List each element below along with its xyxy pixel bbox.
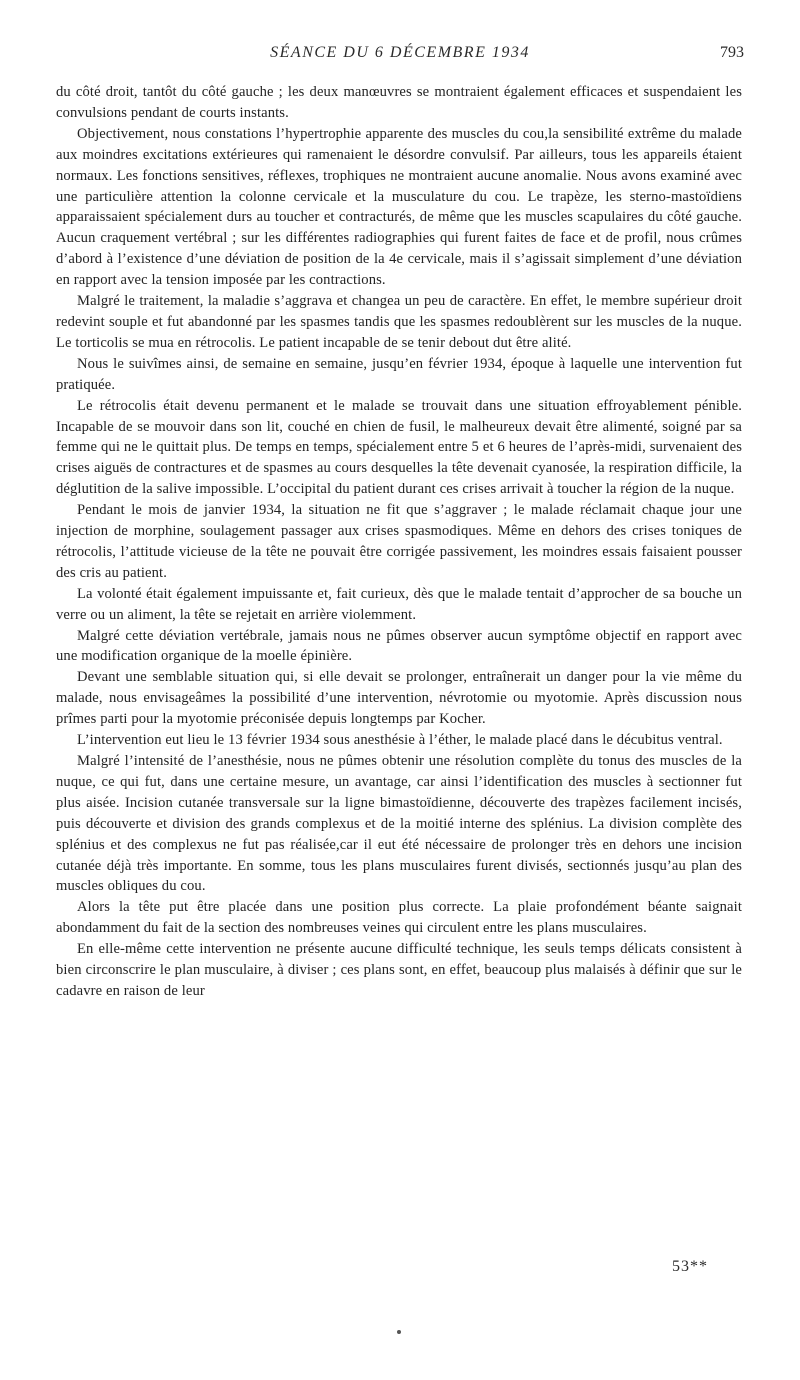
ink-speck (397, 1330, 401, 1334)
paragraph: Malgré cette déviation vertébrale, jamais nous ne pûmes observer aucun symptôme objectif en rapport avec une modification organique de la moelle épinière. (56, 627, 742, 665)
paragraph: Pendant le mois de janvier 1934, la situation ne fit que s’aggraver ; le malade réclamait chaque jour une injection de morphine, soulagement passager aux crises spasmodiques. Même en dehors des crises toniques de rétrocolis, l’attitude vicieuse de la tête ne pouvait être corrigée passivement, les moindres essais faisaient pousser des cris au patient. (56, 502, 742, 581)
paragraph: Alors la tête put être placée dans une position plus correcte. La plaie profondément béante saignait abondamment du fait de la section des nombreuses veines qui circulent entre les plans musculaires. (56, 899, 742, 937)
signature-mark: 53** (672, 1258, 708, 1275)
paragraph: Malgré l’intensité de l’anesthésie, nous ne pûmes obtenir une résolution complète du tonus des muscles de la nuque, ce qui fut, dans une certaine mesure, un avantage, car ainsi l’identification des muscles à sectionner fut plus aisée. Incision cutanée transversale sur la ligne bimastoïdienne, découverte des trapèzes facilement incisés, puis découverte et division des grands complexus et de la moitié interne des splénius. La division complète des splénius et des complexus ne fut pas réalisée,car il eut été nécessaire de prolonger très en dehors une incision cutanée déjà très importante. En somme, tous les plans musculaires furent divisés, sectionnés jusqu’au plan des muscles obliques du cou. (56, 753, 742, 895)
paragraph: L’intervention eut lieu le 13 février 1934 sous anesthésie à l’éther, le malade placé dans le décubitus ventral. (77, 732, 723, 749)
paragraph: Devant une semblable situation qui, si elle devait se prolonger, entraînerait un danger pour la vie même du malade, nous envisageâmes la possibilité d’une intervention, névrotomie ou myotomie. Après discussion nous prîmes parti pour la myotomie préconisée depuis longtemps par Kocher. (56, 669, 742, 728)
paragraph: Malgré le traitement, la maladie s’aggrava et changea un peu de caractère. En effet, le membre supérieur droit redevint souple et fut abandonné par les spasmes tandis que les spasmes redoublèrent sur les muscles de la nuque. Le torticolis se mua en rétrocolis. Le patient incapable de se tenir debout dut être alité. (56, 293, 742, 351)
paragraph: Le rétrocolis était devenu permanent et le malade se trouvait dans une situation effroyablement pénible. Incapable de se mouvoir dans son lit, couché en chien de fusil, le malheureux devait être alimenté, soigné par sa femme qui ne le quittait plus. De temps en temps, spécialement entre 5 et 6 heures de l’après-midi, survenaient des crises aiguës de contractures et de spasmes au cours desquelles la tête devenait cyanosée, la respiration difficile, la déglutition de la salive impossible. L’occipital du patient durant ces crises arrivait à toucher la région de la nuque. (56, 397, 742, 498)
body-text (56, 82, 742, 1002)
paragraph: En elle-même cette intervention ne présente aucune difficulté technique, les seuls temps délicats consistent à bien circonscrire le plan musculaire, à diviser ; ces plans sont, en effet, beaucoup plus malaisés à définir que sur le cadavre en raison de leur (56, 941, 742, 999)
paragraph: Objectivement, nous constations l’hypertrophie apparente des muscles du cou,la sensibilité extrême du malade aux moindres excitations extérieures qui ramenaient le désordre convulsif. Par ailleurs, tous les appareils étaient normaux. Les fonctions sensitives, réflexes, trophiques ne montraient aucune anomalie. Nous avons examiné avec une particulière attention la colonne cervicale et la musculature du cou. Le trapèze, les sterno-mastoïdiens apparaissaient spécialement durs au toucher et contracturés, de même que les muscles scapulaires du côté gauche. Aucun craquement vertébral ; sur les différentes radiographies qui furent faites de face et de profil, nous crûmes d’abord à l’existence d’une déviation de position de la 4e cervicale, mais il s’agissait simplement d’une déviation en rapport avec la tension imposée par les contractions. (56, 125, 742, 289)
page-header (56, 44, 744, 68)
page-number: 793 (720, 44, 744, 61)
paragraph: du côté droit, tantôt du côté gauche ; les deux manœuvres se montraient également efficaces et suspendaient les convulsions pendant de courts instants. (56, 84, 742, 121)
running-title: SÉANCE DU 6 DÉCEMBRE 1934 (270, 44, 530, 61)
paragraph: La volonté était également impuissante et, fait curieux, dès que le malade tentait d’approcher de sa bouche un verre ou un aliment, la tête se rejetait en arrière violemment. (56, 585, 742, 623)
paragraph: Nous le suivîmes ainsi, de semaine en semaine, jusqu’en février 1934, époque à laquelle une intervention fut pratiquée. (56, 355, 742, 393)
